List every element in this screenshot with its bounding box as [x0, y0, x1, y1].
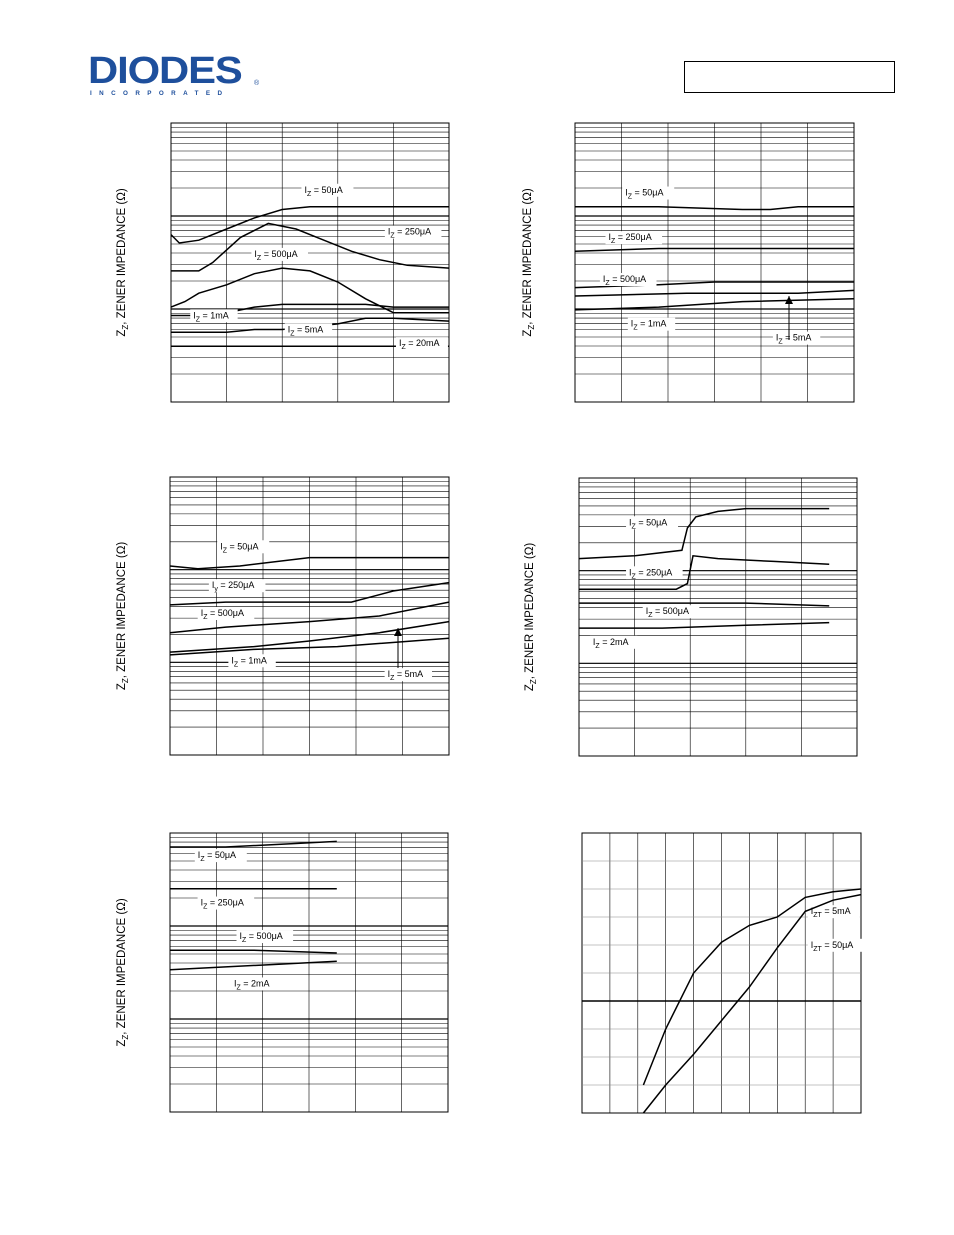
series-label: $I_Z = 500\mu A$	[200, 608, 244, 621]
chart-4	[524, 478, 857, 756]
series-line	[579, 623, 829, 629]
y-axis-label: $Z_Z$, ZENER IMPEDANCE (Ω)	[116, 541, 130, 691]
logo-subtext: INCORPORATED	[90, 90, 230, 97]
series-label: $I_Z = 500\mu A$	[602, 274, 647, 288]
series-label: $I_Z = 50\mu A$	[220, 541, 259, 555]
chart-1	[116, 123, 449, 402]
y-axis-label: $Z_Z$, ZENER IMPEDANCE (Ω)	[116, 898, 130, 1047]
series-line	[171, 268, 449, 313]
chart-6	[582, 833, 864, 1113]
series-line	[579, 509, 829, 559]
series-label: $I_Z = 500\mu A$	[239, 931, 283, 945]
series-label: $I_Z = 20mA$	[398, 338, 440, 352]
series-label: $I_Z = 500\mu A$	[645, 606, 689, 620]
series-line	[643, 895, 861, 1113]
series-line	[579, 603, 829, 606]
series-label: $I_Z = 2mA$	[592, 636, 629, 650]
series-label: $I_Z = 500\mu A$	[254, 248, 298, 262]
series-label: $I_Z = 250\mu A$	[629, 567, 673, 581]
series-label: $I_Z = 50\mu A$	[197, 850, 237, 864]
y-axis-label: $Z_Z$, ZENER IMPEDANCE (Ω)	[116, 188, 130, 337]
logo-registered-mark: ®	[254, 80, 260, 87]
series-label: $I_Z = 1mA$	[193, 310, 229, 324]
series-label: $I_Z = 250\mu A$	[608, 232, 652, 246]
series-label: $I_Z = 5mA$	[775, 332, 812, 346]
series-label: $I_Z = 50\mu A$	[629, 517, 668, 531]
series-label: $I_Z = 250\mu A$	[387, 226, 432, 240]
series-label: $I_Z = 50\mu A$	[304, 184, 343, 198]
series-label: $I_Z = 1mA$	[630, 318, 667, 332]
series-label: $I_Z = 5mA$	[387, 669, 424, 683]
series-line	[170, 961, 337, 969]
series-label: $I_Z = 1mA$	[231, 655, 267, 669]
series-label: $I_y = 250\mu A$	[211, 580, 255, 594]
series-line	[643, 889, 861, 1085]
y-axis-label: $Z_Z$, ZENER IMPEDANCE (Ω)	[522, 188, 536, 337]
chart-2	[522, 123, 854, 402]
series-label: $I_Z = 50\mu A$	[625, 187, 664, 201]
chart-5	[116, 833, 448, 1112]
series-line	[579, 556, 829, 589]
series-line	[170, 950, 337, 953]
y-axis-label: $Z_Z$, ZENER IMPEDANCE (Ω)	[524, 542, 538, 692]
logo-wordmark: DIODES	[88, 50, 242, 92]
chart-3	[116, 477, 449, 755]
series-label: $I_Z = 2mA$	[233, 978, 270, 992]
series-label: $I_Z = 250\mu A$	[200, 897, 244, 911]
plot-frame	[579, 478, 857, 756]
series-label: $I_Z = 5mA$	[287, 324, 324, 338]
series-label: $I_{ZT} = 5mA$	[810, 906, 851, 920]
series-label: $I_{ZT} = 50\mu A$	[810, 939, 854, 953]
